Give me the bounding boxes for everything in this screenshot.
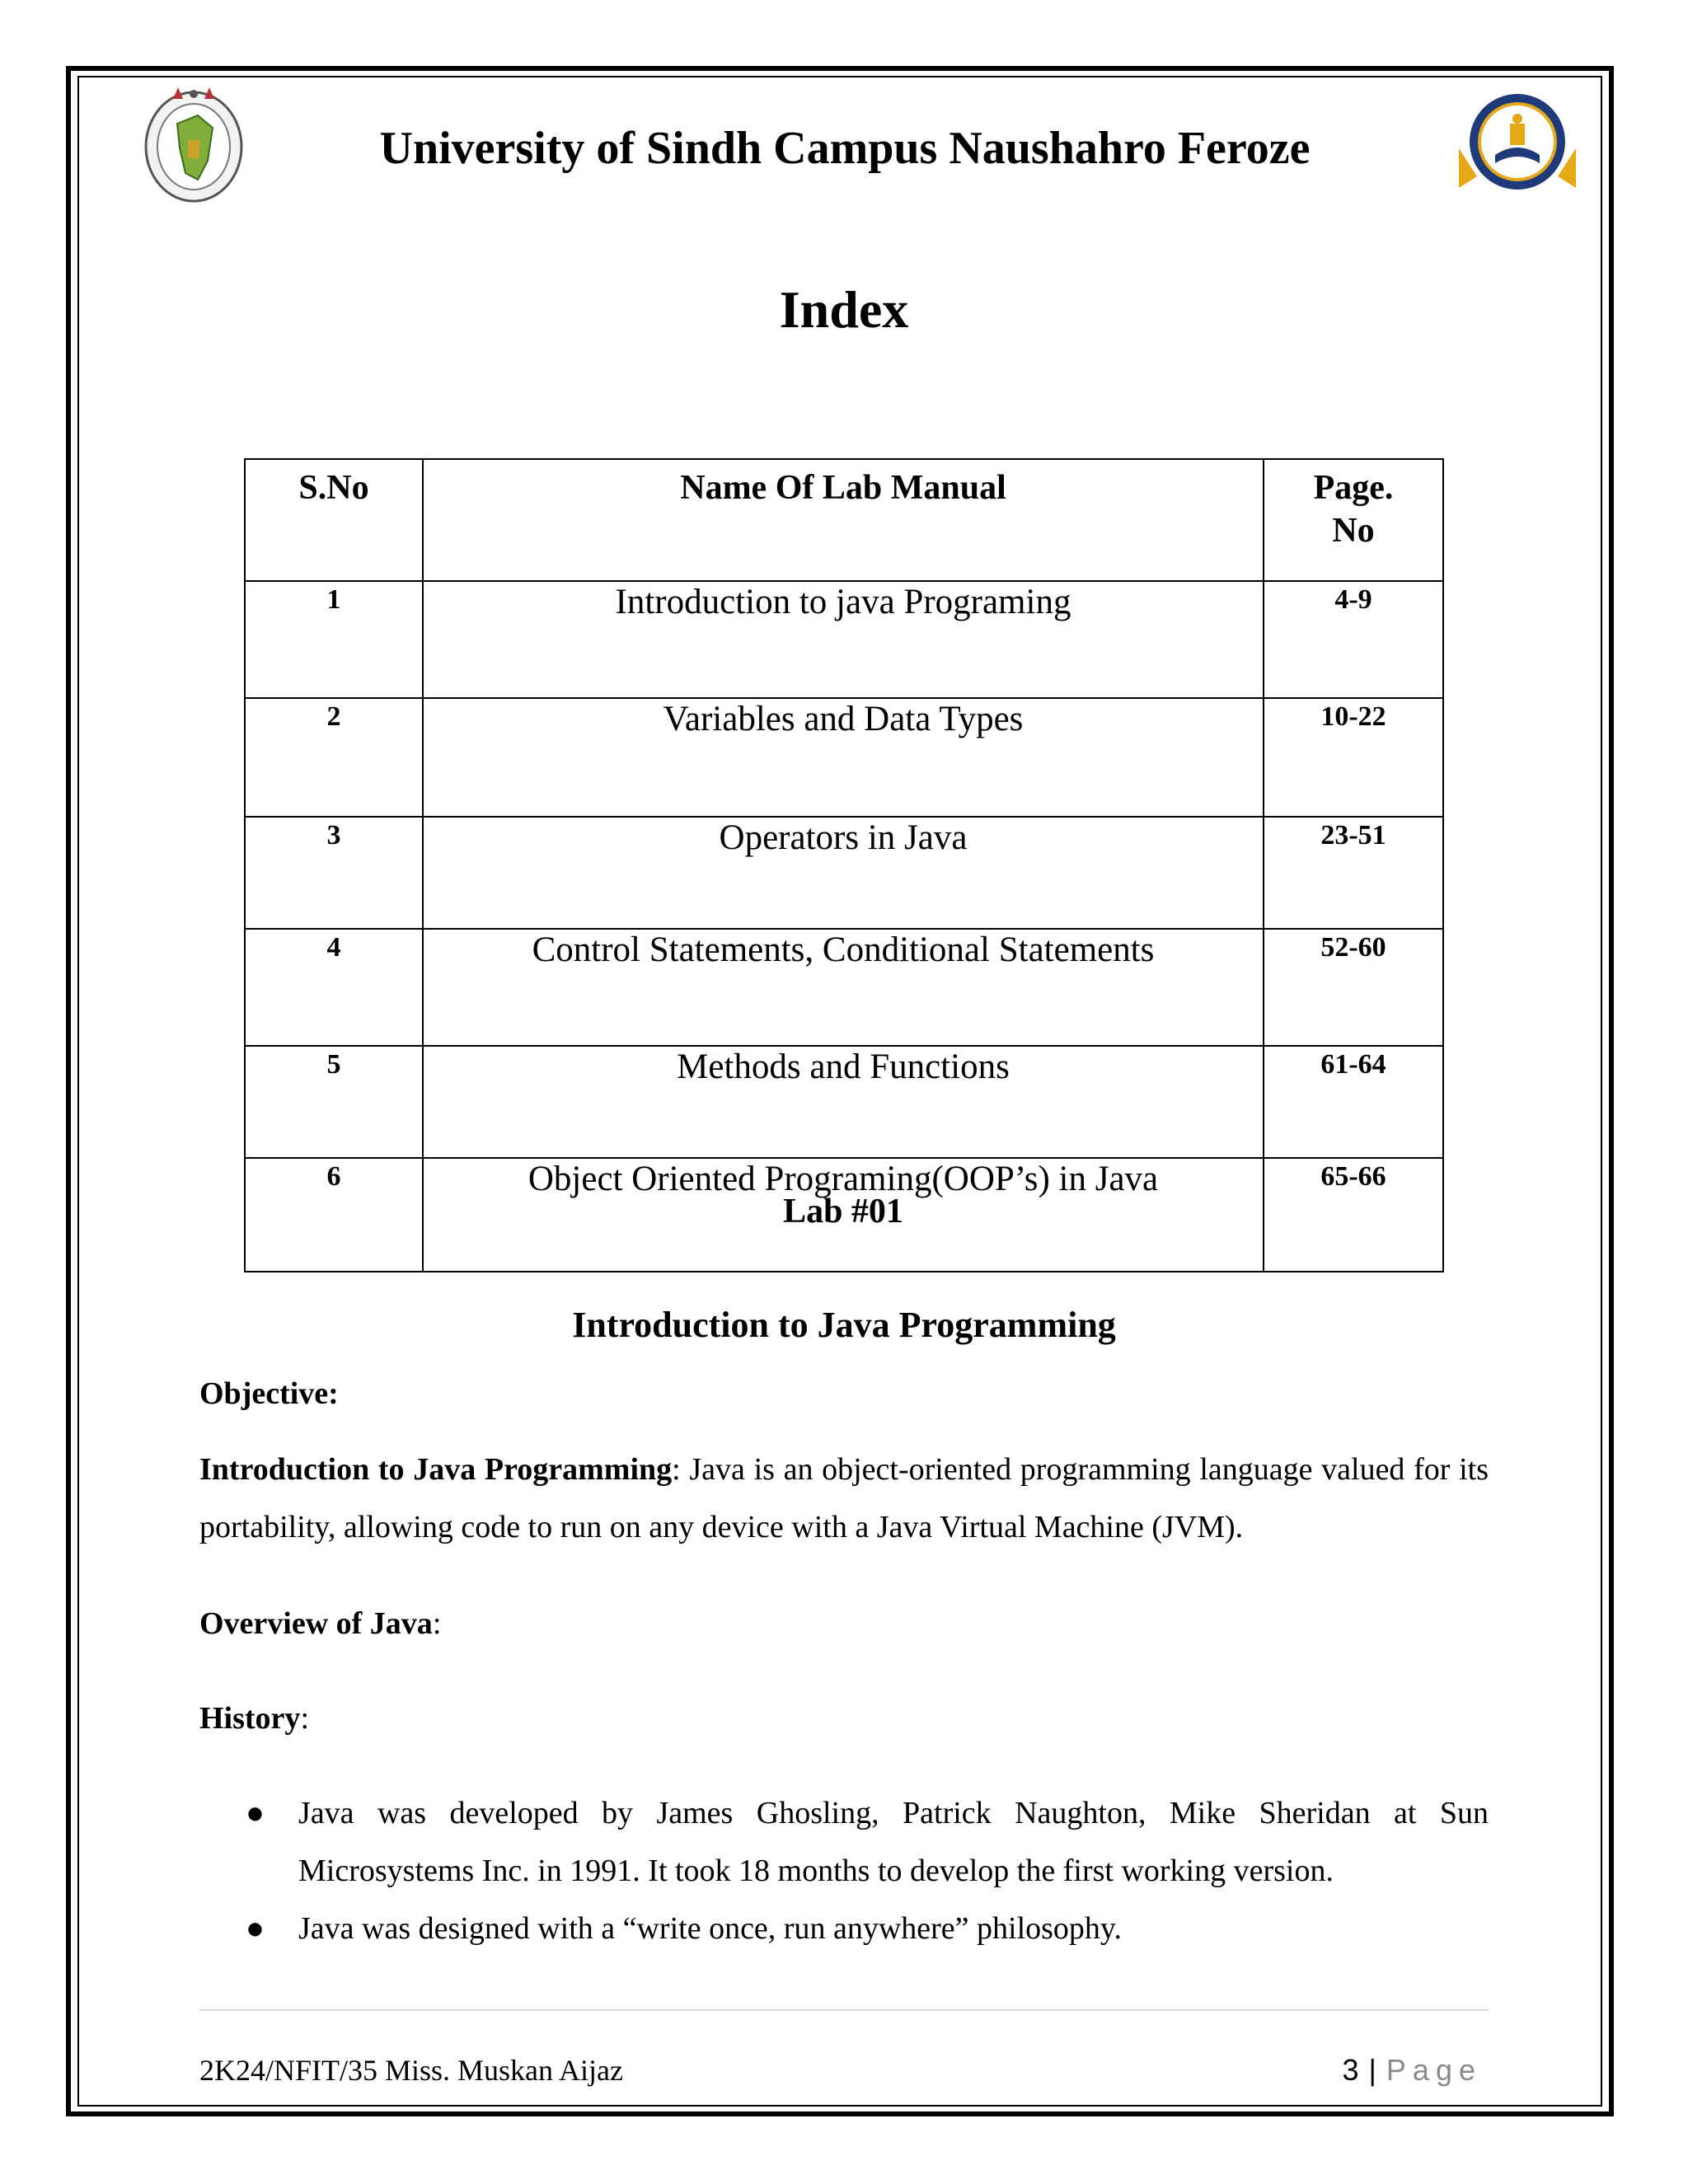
row-sno: 5 — [245, 1046, 423, 1158]
history-heading — [199, 1690, 1489, 1747]
row-sno: 6 — [245, 1158, 423, 1272]
list-item-text: Java was designed with a “write once, run anywhere” philosophy. — [298, 1911, 1122, 1946]
list-item — [199, 1784, 1489, 1900]
footer-page-indicator — [1343, 2052, 1483, 2088]
objective-label: Objective: — [199, 1376, 339, 1411]
row-lab-name: Object Oriented Programing(OOP’s) in Java — [528, 1160, 1159, 1198]
page-separator: | — [1368, 2053, 1377, 2087]
row-pages: 4-9 — [1264, 581, 1443, 698]
table-header-row — [245, 459, 1443, 581]
intro-paragraph — [199, 1441, 1489, 1556]
intro-text: : Java is an object-oriented programming language valued for its portability, allowing code to run on any device with a Java Virtual Machine (JVM). — [199, 1452, 1489, 1544]
overview-label: Overview of Java — [199, 1606, 433, 1641]
row-pages: 10-22 — [1264, 698, 1443, 817]
row-lab-name: Variables and Data Types — [423, 698, 1264, 817]
table-row — [245, 817, 1443, 929]
page-word: Page — [1386, 2053, 1482, 2087]
history-suffix: : — [300, 1701, 309, 1736]
footer-divider — [199, 2009, 1489, 2011]
lab-title: Introduction to Java Programming — [572, 1305, 1116, 1345]
campus-emblem-logo — [1452, 91, 1582, 198]
row-lab-name: Introduction to java Programing — [423, 581, 1264, 698]
table-row — [245, 929, 1443, 1046]
history-label: History — [199, 1701, 301, 1736]
row-lab-name-cell — [423, 1158, 1264, 1272]
column-header-page — [1264, 459, 1443, 581]
overview-suffix: : — [432, 1606, 442, 1641]
list-item-text: Java was developed by James Ghosling, Patrick Naughton, Mike Sheridan at Sun Microsystems Inc. in 1991. It took 18 months to develop the first working version. — [298, 1796, 1489, 1888]
column-header-page-line1: Page. — [1313, 469, 1394, 507]
row-pages: 52-60 — [1264, 929, 1443, 1046]
university-title: University of Sindh Campus Naushahro Feroze — [379, 123, 1311, 174]
row-lab-name: Operators in Java — [423, 817, 1264, 929]
overview-heading — [199, 1595, 1489, 1652]
row-sno: 2 — [245, 698, 423, 817]
row-pages: 65-66 — [1264, 1158, 1443, 1272]
column-header-page-line2: No — [1332, 512, 1375, 550]
footer-author: 2K24/NFIT/35 Miss. Muskan Aijaz — [199, 2054, 624, 2087]
row-lab-name: Control Statements, Conditional Statements — [423, 929, 1264, 1046]
row-sno: 3 — [245, 817, 423, 929]
index-table — [244, 458, 1444, 1272]
intro-term: Introduction to Java Programming — [199, 1452, 673, 1487]
table-row — [245, 698, 1443, 817]
table-row — [245, 581, 1443, 698]
row-lab-name: Methods and Functions — [423, 1046, 1264, 1158]
row-sno: 4 — [245, 929, 423, 1046]
table-row — [245, 1046, 1443, 1158]
university-seal-logo — [140, 82, 247, 206]
history-bullet-list — [199, 1784, 1489, 1957]
table-row — [245, 1158, 1443, 1272]
page-title: Index — [779, 280, 909, 339]
bullet-icon: ● — [246, 1911, 265, 1946]
column-header-name: Name Of Lab Manual — [423, 459, 1264, 581]
bullet-icon: ● — [246, 1796, 265, 1830]
row-pages: 23-51 — [1264, 817, 1443, 929]
column-header-sno: S.No — [245, 459, 423, 581]
list-item — [199, 1900, 1489, 1957]
row-sno: 1 — [245, 581, 423, 698]
page-number: 3 — [1342, 2053, 1360, 2087]
lab-number-heading: Lab #01 — [783, 1193, 903, 1230]
row-pages: 61-64 — [1264, 1046, 1443, 1158]
